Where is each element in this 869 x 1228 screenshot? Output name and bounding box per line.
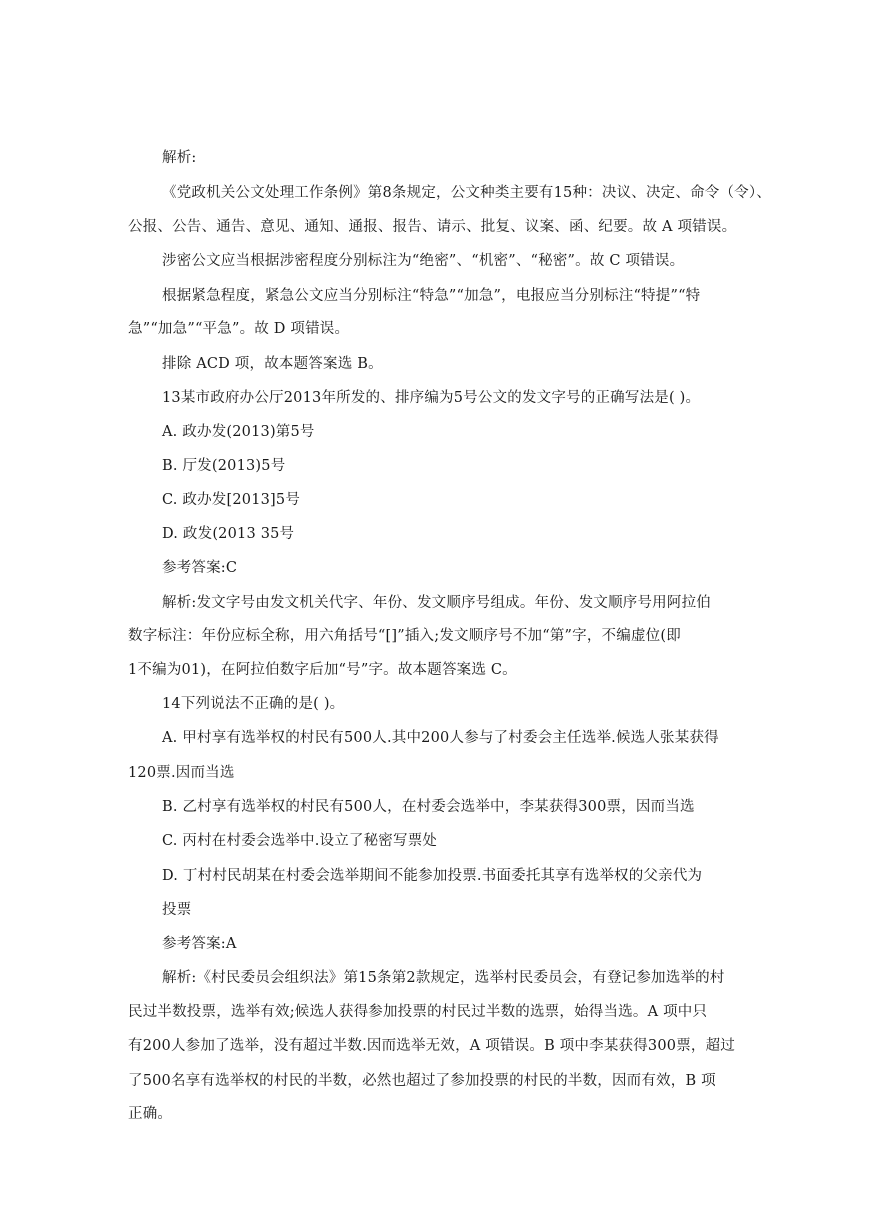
paragraph-text: 涉密公文应当根据涉密程度分别标注为“绝密”、“机密”、“秘密”。故 C 项错误。 xyxy=(162,253,685,269)
paragraph-text: 公报、公告、通告、意见、通知、通报、报告、请示、批复、议案、函、纪要。故 A 项错误。 xyxy=(128,219,737,235)
paragraph-text: 有200人参加了选举，没有超过半数.因而选举无效，A 项错误。B 项中李某获得300票，超过 xyxy=(128,1038,736,1054)
option-c: C. 丙村在村委会选举中.设立了秘密写票处 xyxy=(162,833,438,849)
paragraph-text: 正确。 xyxy=(128,1106,173,1122)
paragraph-text: 了500名享有选举权的村民的半数，必然也超过了参加投票的村民的半数，因而有效，B 项 xyxy=(128,1073,716,1089)
answer-text: 参考答案:A xyxy=(162,936,237,952)
paragraph-text: 数字标注：年份应标全称，用六角括号“[]”插入;发文顺序号不加“第”字，不编虚位(即 xyxy=(128,628,681,644)
option-a: A. 甲村享有选举权的村民有500人.其中200人参与了村委会主任选举.候选人张某获得 xyxy=(162,730,719,746)
option-b: B. 厅发(2013)5号 xyxy=(162,458,286,474)
paragraph-text: 急”“加急”“平急”。故 D 项错误。 xyxy=(128,321,350,337)
paragraph-text: 民过半数投票，选举有效;候选人获得参加投票的村民过半数的选票，始得当选。A 项中只 xyxy=(128,1004,708,1020)
option-d: D. 丁村村民胡某在村委会选举期间不能参加投票.书面委托其享有选举权的父亲代为 xyxy=(162,868,703,884)
paragraph-text: 排除 ACD 项，故本题答案选 B。 xyxy=(162,356,383,372)
paragraph-text: 根据紧急程度，紧急公文应当分别标注“特急”“加急”，电报应当分别标注“特提”“特 xyxy=(162,288,701,304)
question-stem: 14下列说法不正确的是( )。 xyxy=(162,696,345,712)
answer-text: 参考答案:C xyxy=(162,560,238,576)
paragraph-text: 解析:发文字号由发文机关代字、年份、发文顺序号组成。年份、发文顺序号用阿拉伯 xyxy=(162,595,711,611)
paragraph-text: 解析:《村民委员会组织法》第15条第2款规定，选举村民委员会，有登记参加选举的村 xyxy=(162,970,725,986)
option-b: B. 乙村享有选举权的村民有500人，在村委会选举中，李某获得300票，因而当选 xyxy=(162,799,695,815)
question-stem: 13某市政府办公厅2013年所发的、排序编为5号公文的发文字号的正确写法是( )。 xyxy=(162,390,701,406)
option-a-continued: 120票.因而当选 xyxy=(128,765,235,781)
option-a: A. 政办发(2013)第5号 xyxy=(162,424,315,440)
option-d: D. 政发(2013 35号 xyxy=(162,526,295,542)
option-c: C. 政办发[2013]5号 xyxy=(162,492,301,508)
option-d-continued: 投票 xyxy=(162,902,192,918)
paragraph-text: 《党政机关公文处理工作条例》第8条规定，公文种类主要有15种：决议、决定、命令（令）、 xyxy=(162,185,772,201)
paragraph-text: 1不编为01)，在阿拉伯数字后加“号”字。故本题答案选 C。 xyxy=(128,662,517,678)
analysis-label: 解析: xyxy=(162,150,197,166)
